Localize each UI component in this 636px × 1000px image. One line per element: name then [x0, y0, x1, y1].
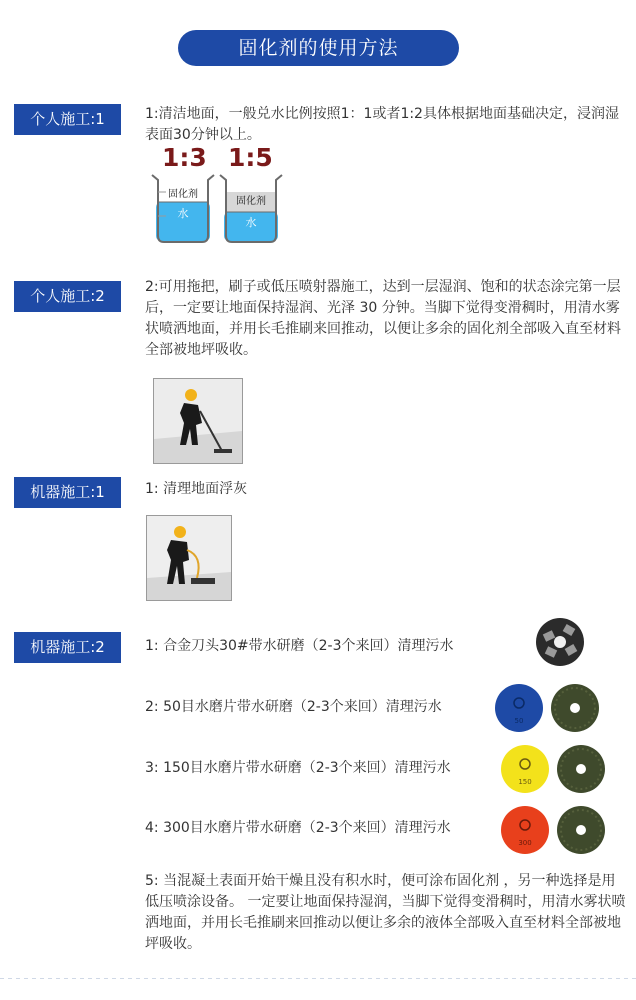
step-1-text: 1: 合金刀头30#带水研磨（2-3个来回）清理污水	[145, 638, 454, 654]
polishing-pad-back-icon	[550, 683, 600, 733]
beaker-bottom-text: 水	[177, 207, 189, 220]
step-3-text: 3: 150目水磨片带水研磨（2-3个来回）清理污水	[145, 760, 451, 776]
page-title: 固化剂的使用方法	[178, 30, 459, 66]
alloy-blade-icon	[534, 616, 586, 668]
pad-grit-label: 150	[518, 778, 532, 786]
section-text-manual-1: 1:清洁地面，一般兑水比例按照1：1或者1:2具体根据地面基础决定，浸润湿表面30分钟以上。	[145, 106, 619, 143]
step-2-text: 2: 50目水磨片带水研磨（2-3个来回）清理污水	[145, 699, 442, 715]
beaker-icon	[150, 172, 216, 244]
section-label-machine-2: 机器施工:2	[14, 632, 121, 663]
ratio-label: 1:3	[162, 143, 207, 172]
worker-machine-image	[146, 515, 232, 601]
section-label-machine-1: 机器施工:1	[14, 477, 121, 508]
worker-mopping-image	[153, 378, 243, 464]
pad-grit-label: 50	[514, 717, 524, 725]
bottom-divider	[0, 978, 636, 979]
beaker-top-text: 固化剂	[236, 196, 266, 207]
beaker-bottom-text: 水	[245, 216, 257, 229]
step-4-text: 4: 300目水磨片带水研磨（2-3个来回）清理污水	[145, 820, 451, 836]
ratio-label: 1:5	[228, 143, 273, 172]
polishing-pad-150-icon	[500, 744, 550, 794]
beaker-top-text: 固化剂	[168, 189, 198, 200]
section-label-manual-1: 个人施工:1	[14, 104, 121, 135]
polishing-pad-300-icon	[500, 805, 550, 855]
polishing-pad-back-icon	[556, 744, 606, 794]
polishing-pad-50-icon	[494, 683, 544, 733]
pad-grit-label: 300	[518, 839, 532, 847]
polishing-pad-back-icon	[556, 805, 606, 855]
section-text-manual-2: 2:可用拖把，刷子或低压喷射器施工，达到一层湿润、饱和的状态涂完第一层后，一定要让地面保持湿润、光泽 30 分钟。当脚下觉得变滑稠时，用清水雾状喷洒地面，并用长毛推刷来回推动，以便让多余的固化剂全部吸入直至材料全部被地坪吸收。	[145, 279, 621, 358]
section-text-machine-1: 1: 清理地面浮灰	[145, 481, 248, 497]
section-label-manual-2: 个人施工:2	[14, 281, 121, 312]
beaker-icon	[218, 172, 284, 244]
step-5-text: 5: 当混凝土表面开始干燥且没有积水时，便可涂布固化剂 ，另一种选择是用低压喷涂设备。 一定要让地面保持湿润，当脚下觉得变滑稠时，用清水雾状喷洒地面，并用长毛推刷来回推动以便让多余的液体全部吸入直至材料全部被地坪吸收。	[145, 873, 626, 952]
